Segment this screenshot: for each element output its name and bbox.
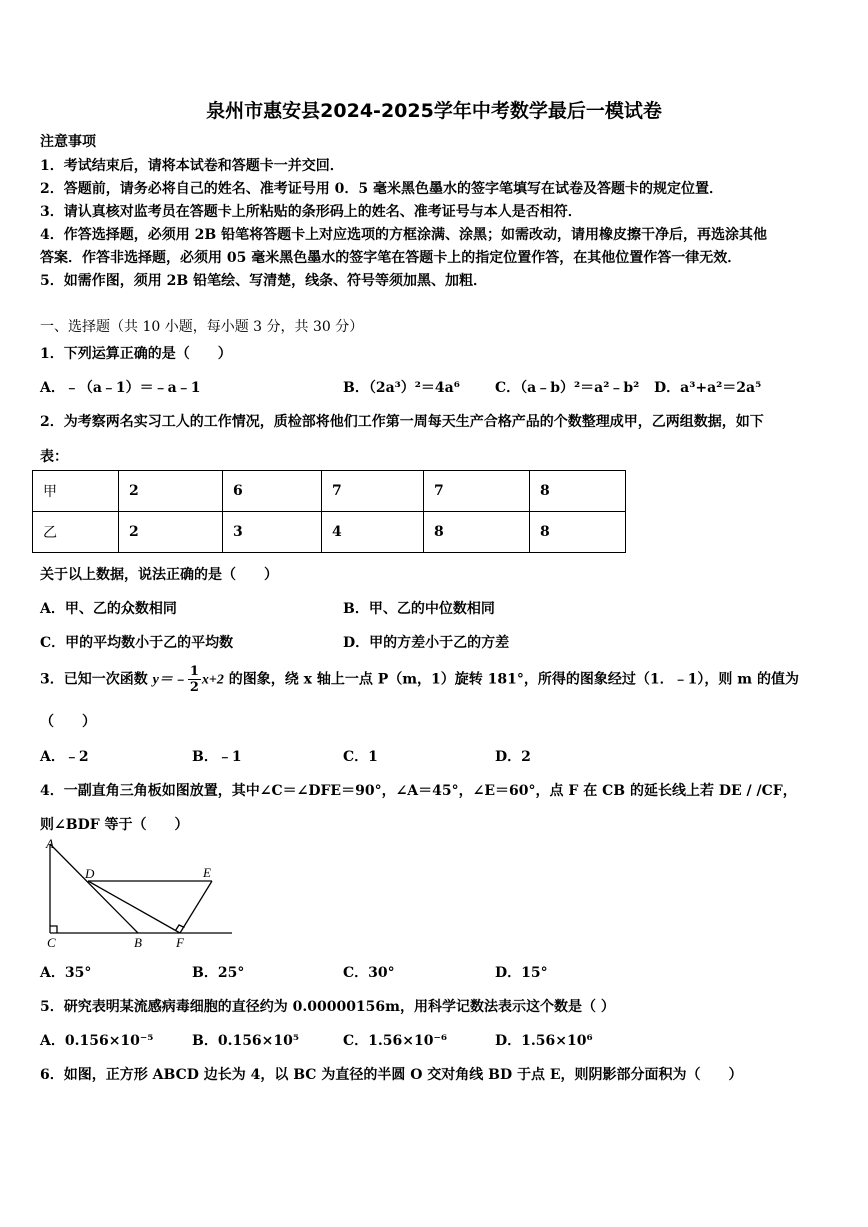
q1-option-d: D．a³+a²＝2a⁵ [654, 380, 762, 396]
note-item: 2．答题前，请务必将自己的姓名、准考证号用 0．5 毫米黑色墨水的签字笔填写在试卷及答题卡的规定位置． [40, 181, 723, 197]
triangle-figure [40, 836, 240, 952]
q1-option-a: A．﹣（a﹣1）＝﹣a﹣1 [40, 380, 201, 396]
question-5-stem: 5．研究表明某流感病毒细胞的直径约为 0.00000156m，用科学记数法表示这个数是（ ） [40, 999, 615, 1015]
q2-option-b: B．甲、乙的中位数相同 [343, 601, 495, 617]
q5-option-a: A．0.156×10⁻⁵ [40, 1033, 154, 1049]
q5-option-c: C．1.56×10⁻⁶ [343, 1033, 447, 1049]
q3-option-d: D．2 [495, 749, 531, 765]
note-item: 1．考试结束后，请将本试卷和答题卡一并交回． [40, 158, 344, 174]
q4-option-b: B．25° [192, 965, 245, 981]
label-e: E [203, 865, 211, 880]
question-4-stem: 4．一副直角三角板如图放置，其中∠C＝∠DFE＝90°，∠A＝45°，∠E＝60°，点 F 在 CB 的延长线上若 DE / /CF， [40, 783, 797, 799]
q3-stem-post: 的图象，绕 x 轴上一点 P（m，1）旋转 181°，所得的图象经过（1．﹣1），则 m 的值为 [223, 671, 799, 688]
q2-option-c: C．甲的平均数小于乙的平均数 [40, 635, 234, 651]
table-row [33, 512, 626, 553]
note-item: 答案．作答非选择题，必须用 05 毫米黑色墨水的签字笔在答题卡上的指定位置作答，在其他位置作答一律无效． [40, 250, 742, 266]
label-d: D [85, 866, 95, 881]
fraction [188, 664, 201, 695]
note-item: 3．请认真核对监考员在答题卡上所粘贴的条形码上的姓名、准考证号与本人是否相符． [40, 204, 582, 220]
table-cell: 2 [119, 471, 223, 512]
q4-option-a: A．35° [40, 965, 92, 981]
q5-option-b: B．0.156×10⁵ [192, 1033, 300, 1049]
q1-option-c: C．（a﹣b）²＝a²﹣b² [495, 380, 640, 396]
label-f: F [176, 935, 184, 950]
q2-option-a: A．甲、乙的众数相同 [40, 601, 177, 617]
question-2-stem-cont: 表： [40, 449, 68, 465]
table-cell: 乙 [33, 512, 119, 553]
line-ef [180, 881, 212, 933]
q3-stem-pre: 3．已知一次函数 [40, 671, 153, 688]
data-table [32, 470, 626, 553]
question-6-stem: 6．如图，正方形 ABCD 边长为 4，以 BC 为直径的半圆 O 交对角线 BD 于点 E，则阴影部分面积为（ ） [40, 1067, 743, 1083]
label-b: B [134, 935, 142, 950]
table-cell: 6 [223, 471, 322, 512]
question-2-stem: 2．为考察两名实习工人的工作情况，质检部将他们工作第一周每天生产合格产品的个数整理成甲，乙两组数据，如下 [40, 414, 764, 430]
note-item: 4．作答选择题，必须用 2B 铅笔将答题卡上对应选项的方框涂满、涂黑；如需改动，请用橡皮擦干净后，再选涂其他 [40, 227, 768, 243]
q2-option-d: D．甲的方差小于乙的方差 [343, 635, 510, 651]
table-cell: 2 [119, 512, 223, 553]
table-cell: 8 [530, 512, 626, 553]
question-1-stem: 1．下列运算正确的是（ ） [40, 346, 232, 362]
table-cell: 4 [322, 512, 424, 553]
note-item: 5．如需作图，须用 2B 铅笔绘、写清楚，线条、符号等须加黑、加粗． [40, 273, 488, 289]
q3-function-left: y＝﹣ [152, 672, 187, 688]
line-ab [50, 844, 138, 933]
table-cell: 甲 [33, 471, 119, 512]
section-heading: 一、选择题（共 10 小题，每小题 3 分，共 30 分） [40, 319, 364, 335]
notes-heading: 注意事项 [40, 134, 96, 150]
fraction-denominator: 2 [189, 680, 199, 695]
table-cell: 3 [223, 512, 322, 553]
question-3-blank: （ ） [40, 714, 96, 730]
q4-option-d: D．15° [495, 965, 548, 981]
line-df [88, 881, 180, 933]
q3-option-c: C．1 [343, 749, 378, 765]
right-angle-mark-c [50, 926, 57, 933]
q3-option-a: A．﹣2 [40, 749, 89, 765]
table-cell: 7 [322, 471, 424, 512]
page-title: 泉州市惠安县2024-2025学年中考数学最后一模试卷 [206, 100, 662, 122]
table-cell: 8 [424, 512, 530, 553]
q1-option-b: B．（2a³）²＝4a⁶ [343, 380, 460, 396]
q3-option-b: B．﹣1 [192, 749, 242, 765]
q3-function-right: x+2 [201, 672, 224, 688]
question-3-stem [40, 664, 799, 696]
q4-option-c: C．30° [343, 965, 395, 981]
question-2-ask: 关于以上数据，说法正确的是（ ） [40, 567, 278, 583]
q5-option-d: D．1.56×10⁶ [495, 1033, 593, 1049]
label-c: C [47, 935, 56, 950]
table-cell: 7 [424, 471, 530, 512]
table-cell: 8 [530, 471, 626, 512]
question-4-stem-cont: 则∠BDF 等于（ ） [40, 817, 189, 833]
label-a: A [46, 836, 54, 851]
table-row [33, 471, 626, 512]
fraction-numerator: 1 [189, 664, 199, 679]
